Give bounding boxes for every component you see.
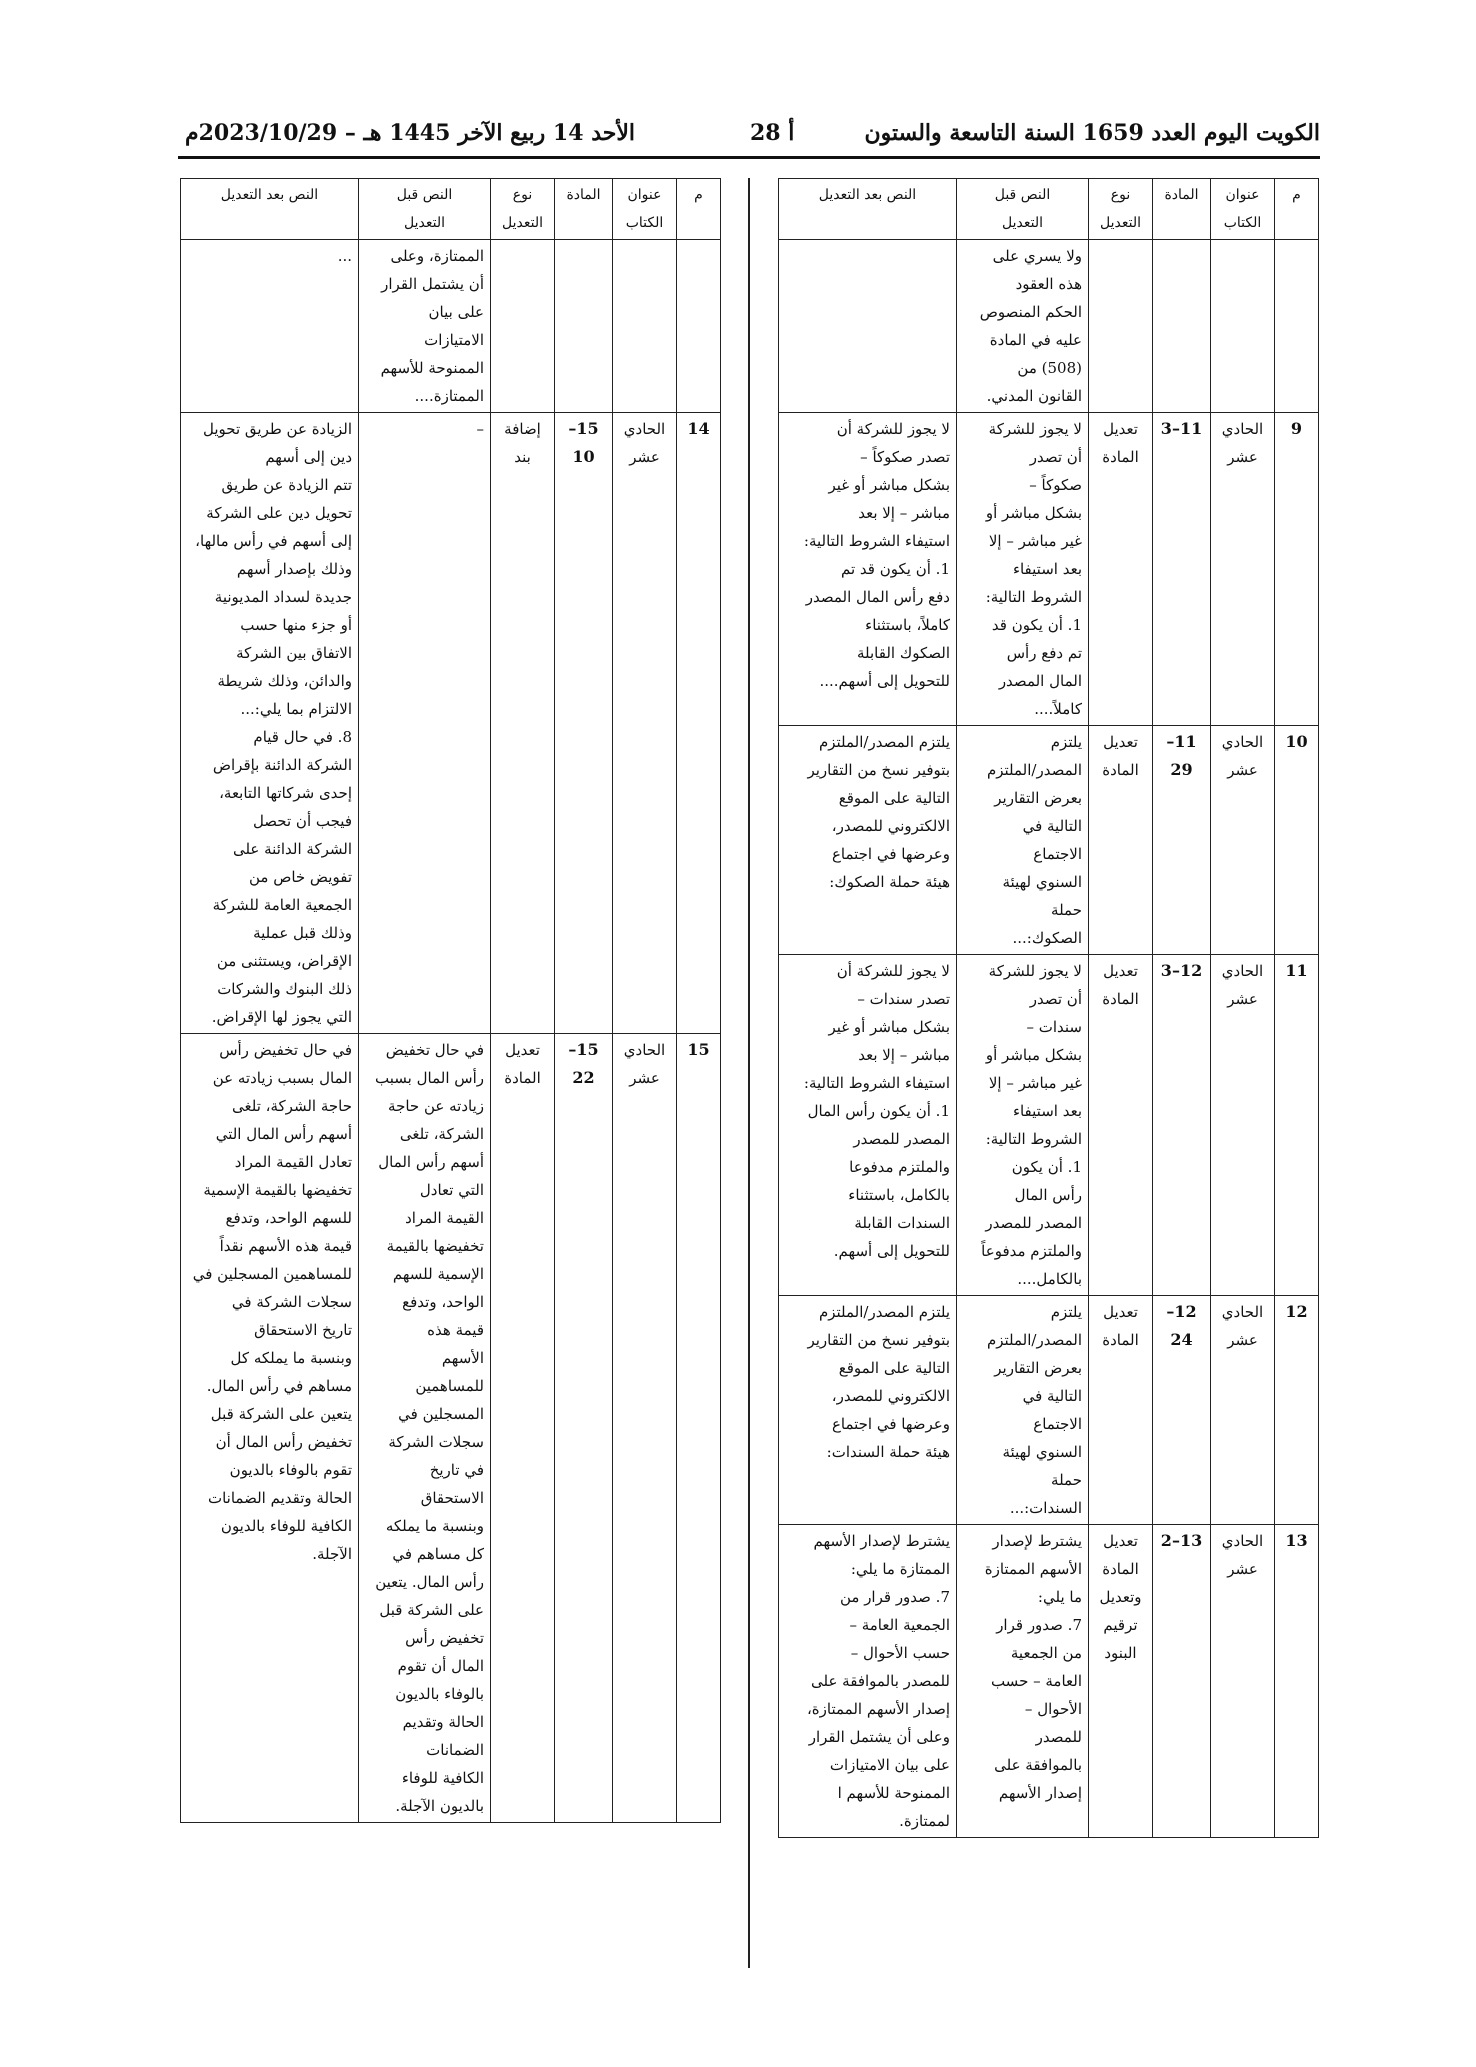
amendment-type-cell: تعديل المادة	[491, 1034, 555, 1823]
amendment-type-cell: تعديل المادة	[1089, 726, 1153, 955]
text-before-cell: ولا يسري على هذه العقود الحكم المنصوص عليه في المادة (508) من القانون المدني.	[957, 240, 1089, 413]
text-after-cell: لا يجوز للشركة أن تصدر صكوكاً – بشكل مباشر أو غير مباشر – إلا بعد استيفاء الشروط التالية: 1. أن يكون قد تم دفع رأس المال المصدر كاملاً، باستثناء الصكوك القابلة للتحويل إلى أسهم....	[779, 413, 957, 726]
table-row	[779, 413, 1319, 726]
issue-date: الأحد 14 ربيع الآخر 1445 هـ – 2023/10/29م	[185, 120, 635, 146]
article-number-cell: 15– 22	[555, 1034, 613, 1823]
column-divider	[748, 178, 750, 1968]
book-title-cell: الحادي عشر	[613, 413, 677, 1034]
article-number-cell: 11–3	[1153, 413, 1211, 726]
col-header-title: عنوان الكتاب	[1211, 179, 1275, 240]
row-number: 15	[677, 1034, 721, 1823]
col-header-type: نوع التعديل	[1089, 179, 1153, 240]
row-number	[1275, 240, 1319, 413]
table-row	[779, 240, 1319, 413]
col-header-type: نوع التعديل	[491, 179, 555, 240]
text-after-cell: يلتزم المصدر/الملتزم بتوفير نسخ من التقارير التالية على الموقع الالكتروني للمصدر، وعرضها في اجتماع هيئة حملة الصكوك:	[779, 726, 957, 955]
header-rule	[178, 156, 1320, 159]
table-header-row	[181, 179, 721, 240]
text-after-cell: يلتزم المصدر/الملتزم بتوفير نسخ من التقارير التالية على الموقع الالكتروني للمصدر، وعرضها في اجتماع هيئة حملة السندات:	[779, 1296, 957, 1525]
col-header-m: م	[677, 179, 721, 240]
book-title-cell: الحادي عشر	[1211, 413, 1275, 726]
row-number: 13	[1275, 1525, 1319, 1838]
table-row	[779, 726, 1319, 955]
text-before-cell: يلتزم المصدر/الملتزم بعرض التقارير التالية في الاجتماع السنوي لهيئة حملة الصكوك:...	[957, 726, 1089, 955]
amendment-type-cell	[491, 240, 555, 413]
gazette-title: الكويت اليوم العدد 1659 السنة التاسعة والستون	[864, 120, 1320, 146]
article-number-cell	[555, 240, 613, 413]
amendment-type-cell	[1089, 240, 1153, 413]
text-after-cell: الزيادة عن طريق تحويل دين إلى أسهم تتم الزيادة عن طريق تحويل دين على الشركة إلى أسهم في رأس مالها، وذلك بإصدار أسهم جديدة لسداد المديونية أو جزء منها حسب الاتفاق بين الشركة والدائن، وذلك شريطة الالتزام بما يلي:... 8. في حال قيام الشركة الدائنة بإقراض إحدى شركاتها التابعة، فيجب أن تحصل الشركة الدائنة على تفويض خاص من الجمعية العامة للشركة وذلك قبل عملية الإقراض، ويستثنى من ذلك البنوك والشركات التي يجوز لها الإقراض.	[181, 413, 359, 1034]
book-title-cell	[613, 240, 677, 413]
text-before-cell: يشترط لإصدار الأسهم الممتازة ما يلي: 7. صدور قرار من الجمعية العامة – حسب الأحوال – للمصدر بالموافقة على إصدار الأسهم	[957, 1525, 1089, 1838]
book-title-cell: الحادي عشر	[1211, 955, 1275, 1296]
text-before-cell: يلتزم المصدر/الملتزم بعرض التقارير التالية في الاجتماع السنوي لهيئة حملة السندات:...	[957, 1296, 1089, 1525]
row-number: 12	[1275, 1296, 1319, 1525]
table-row	[779, 1296, 1319, 1525]
text-after-cell	[779, 240, 957, 413]
col-header-after: النص بعد التعديل	[181, 179, 359, 240]
article-number-cell: 12–3	[1153, 955, 1211, 1296]
col-header-article: المادة	[555, 179, 613, 240]
page-header	[185, 118, 1320, 158]
amendment-type-cell: إضافة بند	[491, 413, 555, 1034]
book-title-cell: الحادي عشر	[1211, 1296, 1275, 1525]
book-title-cell: الحادي عشر	[1211, 726, 1275, 955]
amendment-type-cell: تعديل المادة	[1089, 413, 1153, 726]
text-before-cell: –	[359, 413, 491, 1034]
text-before-cell: في حال تخفيض رأس المال بسبب زيادته عن حاجة الشركة، تلغى أسهم رأس المال التي تعادل القيمة المراد تخفيضها بالقيمة الإسمية للسهم الواحد، وتدفع قيمة هذه الأسهم للمساهمين المسجلين في سجلات الشركة في تاريخ الاستحقاق وبنسبة ما يملكه كل مساهم في رأس المال. يتعين على الشركة قبل تخفيض رأس المال أن تقوم بالوفاء بالديون الحالة وتقديم الضمانات الكافية للوفاء بالديون الآجلة.	[359, 1034, 491, 1823]
row-number: 11	[1275, 955, 1319, 1296]
article-number-cell: 15– 10	[555, 413, 613, 1034]
table-row	[779, 1525, 1319, 1838]
text-after-cell: في حال تخفيض رأس المال بسبب زيادته عن حاجة الشركة، تلغى أسهم رأس المال التي تعادل القيمة المراد تخفيضها بالقيمة الإسمية للسهم الواحد، وتدفع قيمة هذه الأسهم نقداً للمساهمين المسجلين في سجلات الشركة في تاريخ الاستحقاق وبنسبة ما يملكه كل مساهم في رأس المال. يتعين على الشركة قبل تخفيض رأس المال أن تقوم بالوفاء بالديون الحالة وتقديم الضمانات الكافية للوفاء بالديون الآجلة.	[181, 1034, 359, 1823]
text-before-cell: لا يجوز للشركة أن تصدر صكوكاً – بشكل مباشر أو غير مباشر – إلا بعد استيفاء الشروط التالية: 1. أن يكون قد تم دفع رأس المال المصدر كاملاً....	[957, 413, 1089, 726]
article-number-cell	[1153, 240, 1211, 413]
row-number: 10	[1275, 726, 1319, 955]
article-number-cell: 13–2	[1153, 1525, 1211, 1838]
row-number: 9	[1275, 413, 1319, 726]
table-row	[779, 955, 1319, 1296]
article-number-cell: 11– 29	[1153, 726, 1211, 955]
amendments-table-left	[180, 178, 721, 1823]
col-header-after: النص بعد التعديل	[779, 179, 957, 240]
col-header-before: النص قبل التعديل	[359, 179, 491, 240]
book-title-cell: الحادي عشر	[613, 1034, 677, 1823]
text-before-cell: الممتازة، وعلى أن يشتمل القرار على بيان الامتيازات الممنوحة للأسهم الممتازة....	[359, 240, 491, 413]
page-number: أ 28	[750, 120, 795, 146]
col-header-before: النص قبل التعديل	[957, 179, 1089, 240]
text-after-cell: يشترط لإصدار الأسهم الممتازة ما يلي: 7. صدور قرار من الجمعية العامة – حسب الأحوال – للمصدر بالموافقة على إصدار الأسهم الممتازة، وعلى أن يشتمل القرار على بيان الامتيازات الممنوحة للأسهم ا لممتازة.	[779, 1525, 957, 1838]
article-number-cell: 12– 24	[1153, 1296, 1211, 1525]
book-title-cell	[1211, 240, 1275, 413]
book-title-cell: الحادي عشر	[1211, 1525, 1275, 1838]
col-header-title: عنوان الكتاب	[613, 179, 677, 240]
col-header-article: المادة	[1153, 179, 1211, 240]
col-header-m: م	[1275, 179, 1319, 240]
amendments-table-right	[778, 178, 1319, 1838]
table-row	[181, 240, 721, 413]
amendment-type-cell: تعديل المادة	[1089, 955, 1153, 1296]
amendment-type-cell: تعديل المادة	[1089, 1296, 1153, 1525]
table-row	[181, 1034, 721, 1823]
amendment-type-cell: تعديل المادة وتعديل ترقيم البنود	[1089, 1525, 1153, 1838]
text-after-cell: ...	[181, 240, 359, 413]
text-after-cell: لا يجوز للشركة أن تصدر سندات – بشكل مباشر أو غير مباشر – إلا بعد استيفاء الشروط التالية: 1. أن يكون رأس المال المصدر للمصدر والملتزم مدفوعا بالكامل، باستثناء السندات القابلة للتحويل إلى أسهم.	[779, 955, 957, 1296]
text-before-cell: لا يجوز للشركة أن تصدر سندات – بشكل مباشر أو غير مباشر – إلا بعد استيفاء الشروط التالية: 1. أن يكون رأس المال المصدر للمصدر والملتزم مدفوعاً بالكامل....	[957, 955, 1089, 1296]
table-header-row	[779, 179, 1319, 240]
table-row	[181, 413, 721, 1034]
row-number	[677, 240, 721, 413]
row-number: 14	[677, 413, 721, 1034]
